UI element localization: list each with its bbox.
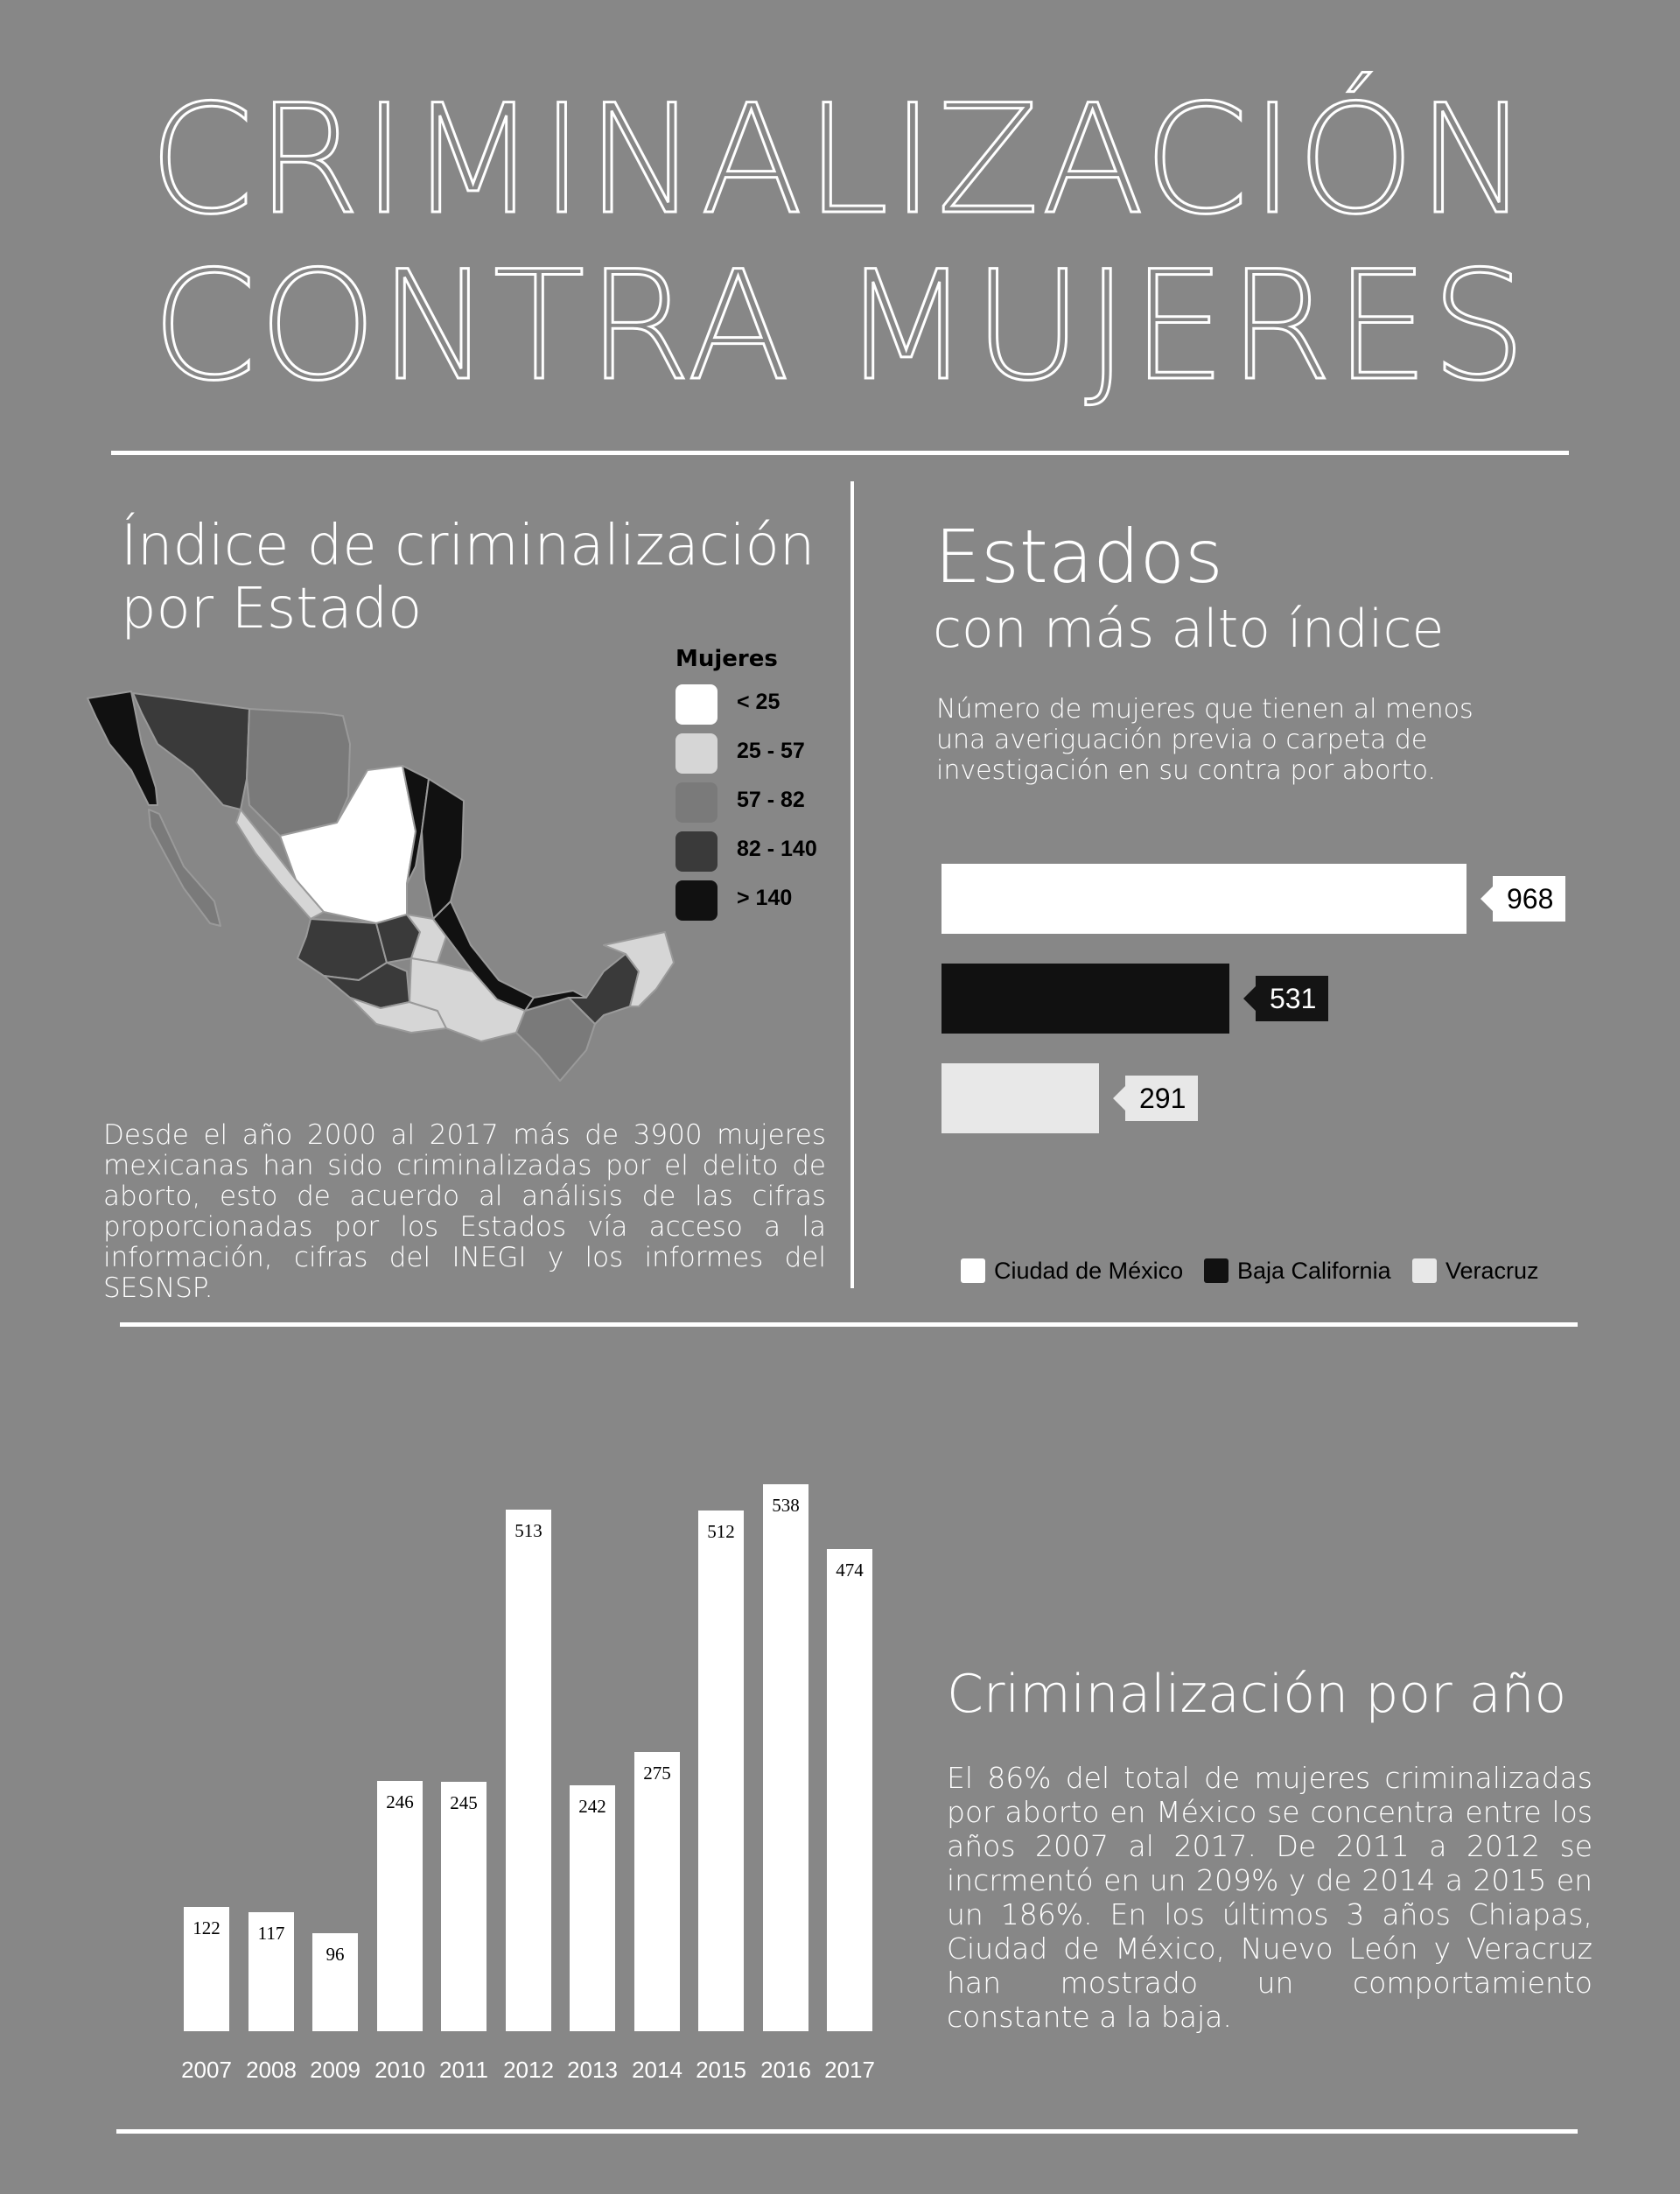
year-bar-value: 474	[836, 1560, 864, 1581]
states-legend-item	[1412, 1258, 1539, 1284]
year-label: 2011	[439, 2057, 488, 2083]
map-heading-line-1: Índice de criminalización	[121, 514, 816, 578]
main-title-line-1: CRIMINALIZACIÓN	[149, 72, 1531, 248]
year-label: 2012	[503, 2057, 554, 2083]
states-subtitle: Número de mujeres que tienen al menos una averiguación previa o carpeta de investigación en su contra por aborto.	[936, 694, 1474, 786]
states-heading-line-2: con más alto índice	[933, 599, 1445, 660]
state-bar-value: 968	[1493, 876, 1565, 922]
year-bar	[248, 1912, 294, 2031]
year-bar-value: 245	[450, 1792, 478, 1813]
states-legend-item	[961, 1258, 1183, 1284]
map-legend-label: < 25	[737, 690, 780, 714]
year-bar	[698, 1511, 744, 2031]
year-bar	[827, 1549, 872, 2031]
year-bar	[634, 1752, 680, 2031]
states-legend-label: Ciudad de México	[994, 1258, 1184, 1284]
mexico-map	[61, 683, 682, 1085]
year-bar	[184, 1907, 229, 2031]
states-legend-label: Veracruz	[1446, 1258, 1539, 1284]
map-legend-title: Mujeres	[676, 646, 778, 672]
map-state-tamaulipas	[422, 779, 464, 919]
state-bar-value: 531	[1256, 976, 1328, 1021]
map-state-baja-california-sur	[149, 810, 220, 926]
year-bar-value: 122	[192, 1917, 220, 1938]
year-bar-value: 117	[257, 1923, 285, 1944]
map-legend-label: 25 - 57	[737, 739, 805, 763]
states-legend-swatch	[1204, 1258, 1228, 1283]
state-bar	[942, 1063, 1099, 1133]
top-divider	[111, 451, 1569, 455]
year-bar	[763, 1484, 808, 2031]
state-bar-value: 291	[1125, 1076, 1198, 1121]
map-legend-label: > 140	[737, 886, 793, 910]
map-paragraph: Desde el año 2000 al 2017 más de 3900 mujeres mexicanas han sido criminalizadas por el delito de aborto, esto de acuerdo al análisis de las cifras proporcionadas por los Estados vía acceso a la información, cifras del INEGI y los informes del SESNSP.	[103, 1119, 826, 1304]
year-paragraph: El 86% del total de mujeres criminalizadas por aborto en México se concentra entre los años 2007 al 2017. De 2011 a 2012 se incrmentó en un 209% y de 2014 a 2015 en un 186%. En los últimos 3 años Chiapas, Ciudad de México, Nuevo León y Veracruz han mostrado un comportamiento constante a la baja.	[947, 1761, 1592, 2034]
states-legend-swatch	[1412, 1258, 1437, 1283]
year-bar-value: 275	[643, 1763, 671, 1784]
year-label: 2013	[567, 2057, 618, 2083]
bottom-divider	[116, 2129, 1578, 2134]
year-bar	[312, 1933, 358, 2031]
map-state-chihuahua	[247, 709, 350, 836]
year-label: 2009	[310, 2057, 360, 2083]
year-label: 2016	[760, 2057, 811, 2083]
map-legend-label: 82 - 140	[737, 837, 817, 861]
year-bar	[441, 1782, 486, 2031]
year-bar-value: 246	[386, 1791, 414, 1812]
year-bar-value: 513	[514, 1520, 542, 1541]
year-heading: Criminalización por año	[947, 1664, 1567, 1725]
year-bar-value: 512	[707, 1521, 735, 1542]
states-heading-line-1: Estados	[934, 514, 1223, 599]
middle-divider	[120, 1322, 1578, 1327]
year-label: 2010	[374, 2057, 425, 2083]
year-label: 2015	[696, 2057, 746, 2083]
map-heading-line-2: por Estado	[121, 577, 423, 641]
states-legend-item	[1204, 1258, 1391, 1284]
year-bar-value: 538	[772, 1495, 800, 1516]
state-bar	[942, 864, 1466, 934]
main-title-line-2: CONTRA MUJERES	[151, 238, 1529, 414]
year-bar-value: 96	[326, 1944, 345, 1965]
year-bar-value: 242	[578, 1796, 606, 1817]
year-bar	[570, 1785, 615, 2031]
year-bar	[377, 1781, 423, 2031]
states-legend-label: Baja California	[1237, 1258, 1391, 1284]
year-label: 2007	[181, 2057, 232, 2083]
states-legend-swatch	[961, 1258, 985, 1283]
year-label: 2008	[246, 2057, 297, 2083]
vertical-divider	[850, 481, 854, 1288]
year-bar	[506, 1510, 551, 2031]
map-legend-label: 57 - 82	[737, 788, 805, 812]
state-bar	[942, 964, 1229, 1034]
year-label: 2017	[824, 2057, 875, 2083]
year-label: 2014	[632, 2057, 682, 2083]
